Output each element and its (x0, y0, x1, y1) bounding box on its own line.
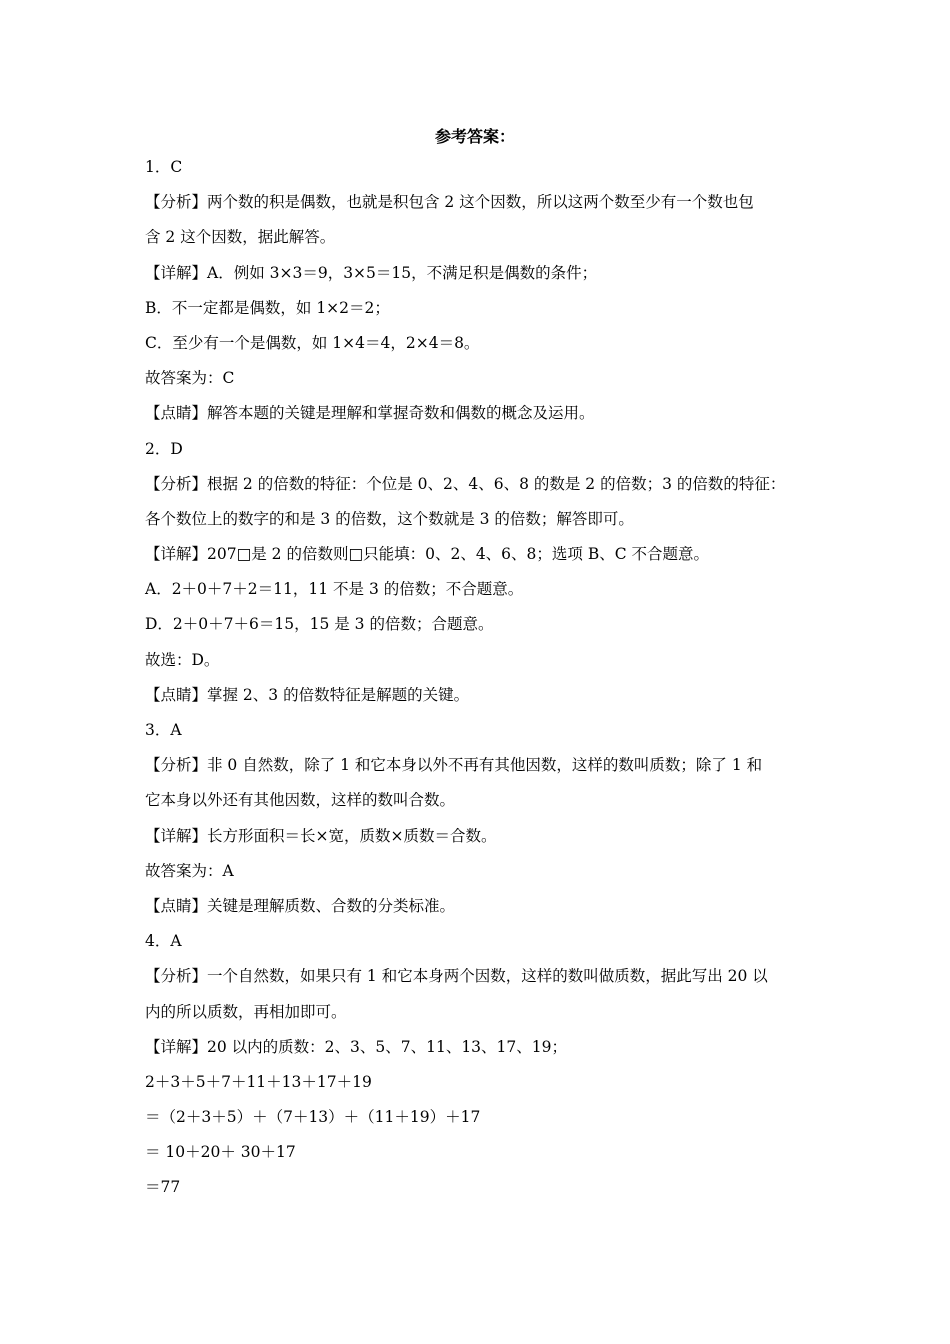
answer-1-detail-b: B．不一定都是偶数，如 1×2＝2； (145, 298, 390, 317)
answer-1-analysis-line2: 含 2 这个因数，据此解答。 (145, 228, 336, 247)
answer-3-conclusion: 故答案为：A (145, 861, 234, 880)
answer-4-calc-step3: ＝ 10＋20＋ 30＋17 (145, 1143, 296, 1162)
answer-1-detail-c: C．至少有一个是偶数，如 1×4＝4，2×4＝8。 (145, 333, 480, 352)
answer-3-analysis-line1: 【分析】非 0 自然数，除了 1 和它本身以外不再有其他因数，这样的数叫质数；除了 1 和 (145, 756, 763, 775)
answer-3-number: 3．A (145, 721, 182, 739)
answer-content (145, 150, 810, 1206)
answer-1-remark: 【点睛】解答本题的关键是理解和掌握奇数和偶数的概念及运用。 (145, 404, 595, 423)
answer-4-detail: 【详解】20 以内的质数：2、3、5、7、11、13、17、19； (145, 1037, 567, 1056)
answer-2-conclusion: 故选：D。 (145, 650, 220, 669)
answer-1-detail-a: 【详解】A．例如 3×3＝9，3×5＝15，不满足积是偶数的条件； (145, 263, 598, 282)
answer-2-analysis-line1: 【分析】根据 2 的倍数的特征：个位是 0、2、4、6、8 的数是 2 的倍数；3 的倍数的特征： (145, 474, 786, 493)
answer-4-analysis-line2: 内的所以质数，再相加即可。 (145, 1002, 347, 1021)
answer-2-number: 2．D (145, 439, 183, 458)
answer-2-analysis-line2: 各个数位上的数字的和是 3 的倍数，这个数就是 3 的倍数；解答即可。 (145, 509, 634, 528)
answer-3-detail: 【详解】长方形面积＝长×宽，质数×质数＝合数。 (145, 826, 497, 845)
answer-1-number: 1．C (145, 158, 183, 176)
answer-2-detail-d: D．2＋0＋7＋6＝15，15 是 3 的倍数；合题意。 (145, 615, 494, 634)
answer-4-calc-step2: ＝（2＋3＋5）＋（7＋13）＋（11＋19）＋17 (145, 1108, 481, 1127)
answer-4-calc-step1: 2＋3＋5＋7＋11＋13＋17＋19 (145, 1072, 372, 1091)
answer-2-detail: 【详解】207□是 2 的倍数则□只能填：0、2、4、6、8；选项 B、C 不合题意。 (145, 545, 710, 564)
answer-2-remark: 【点睛】掌握 2、3 的倍数特征是解题的关键。 (145, 685, 470, 704)
answer-4-number: 4．A (145, 932, 182, 951)
answer-1-conclusion: 故答案为：C (145, 369, 235, 388)
answer-3-remark: 【点睛】关键是理解质数、合数的分类标准。 (145, 896, 456, 915)
answer-2-detail-a: A．2＋0＋7＋2＝11，11 不是 3 的倍数；不合题意。 (145, 580, 524, 599)
answer-4-analysis-line1: 【分析】一个自然数，如果只有 1 和它本身两个因数，这样的数叫做质数，据此写出 20 以 (145, 967, 768, 986)
answer-3-analysis-line2: 它本身以外还有其他因数，这样的数叫合数。 (145, 791, 456, 810)
answer-1-analysis-line1: 【分析】两个数的积是偶数，也就是积包含 2 这个因数，所以这两个数至少有一个数也包 (145, 193, 754, 212)
answer-4-calc-result: ＝77 (145, 1178, 181, 1197)
page-title: 参考答案： (434, 127, 515, 146)
